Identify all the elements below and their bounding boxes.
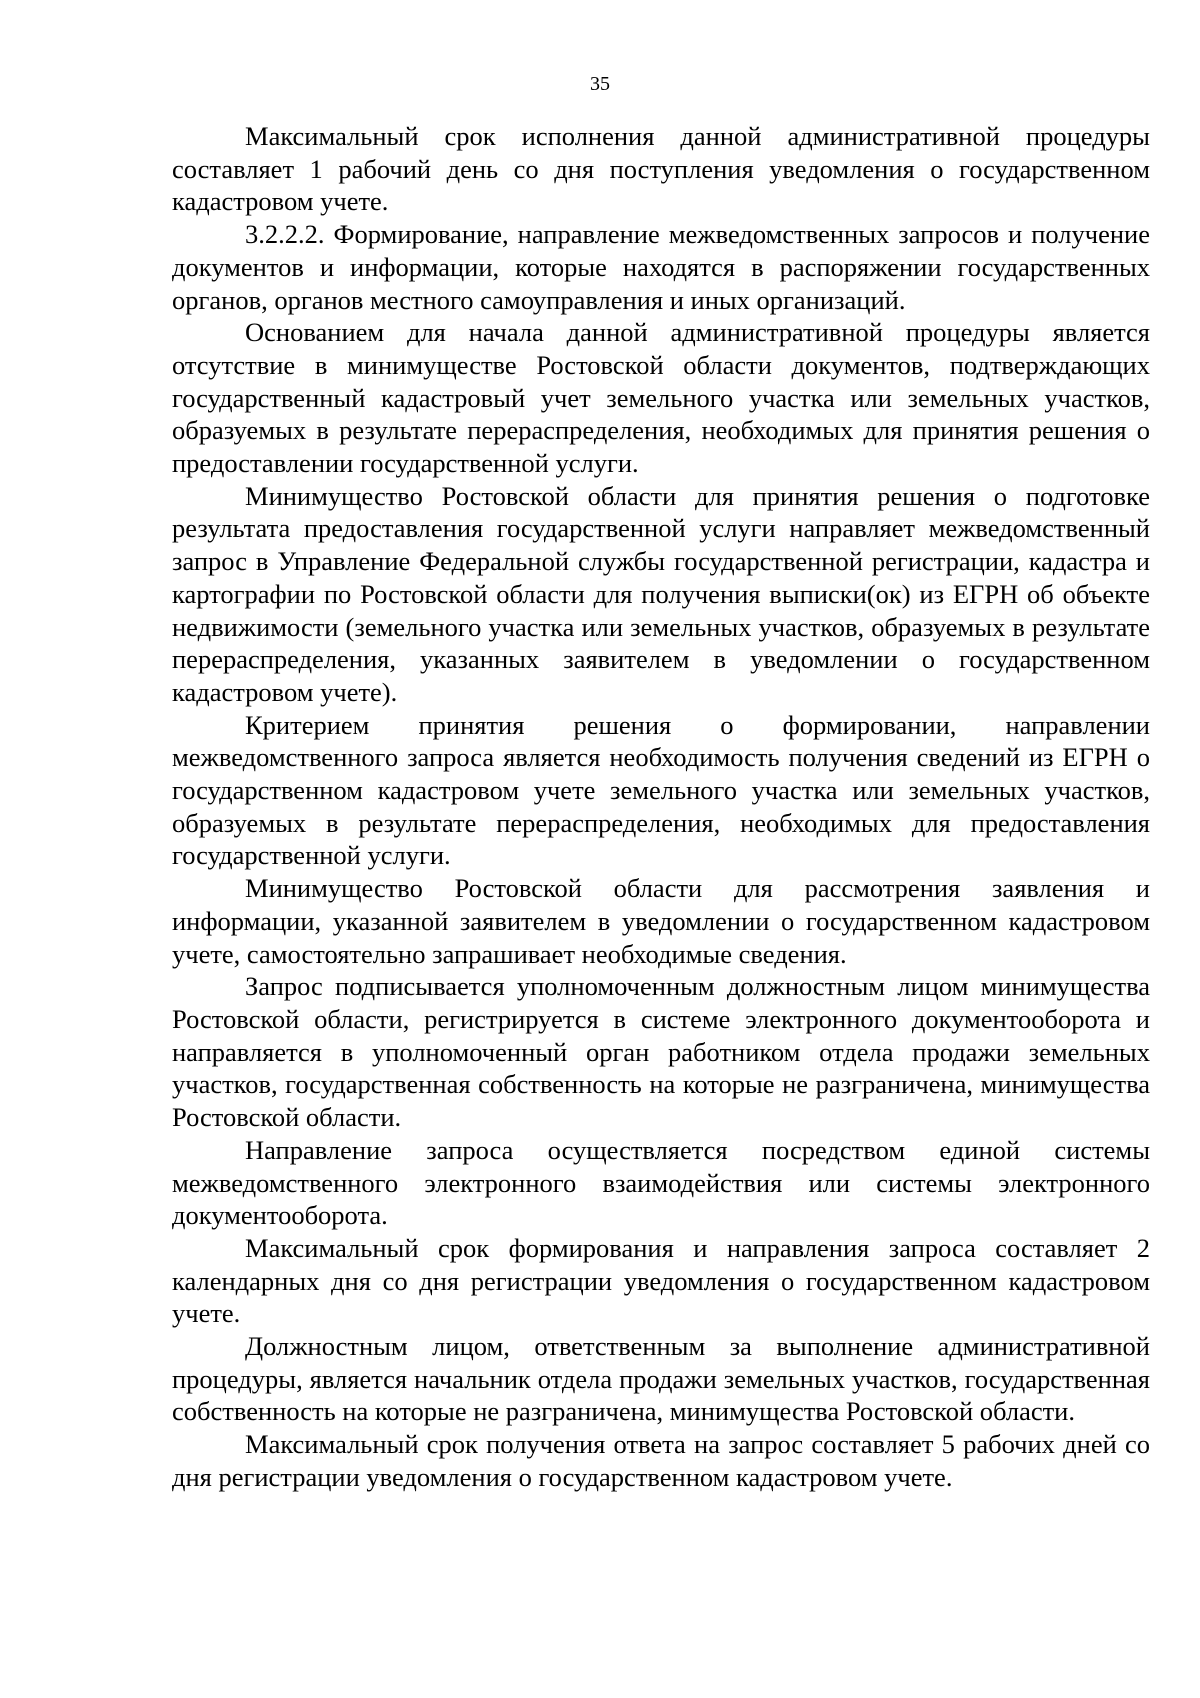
paragraph-request-delivery-channel: Направление запроса осуществляется посредством единой системы межведомственного электронного взаимодействия или системы электронного документооборота. bbox=[172, 1134, 1150, 1231]
paragraph-self-request-info: Минимущество Ростовской области для рассмотрения заявления и информации, указанной заявителем в уведомлении о государственном кадастровом учете, самостоятельно запрашивает необходимые сведения. bbox=[172, 873, 1150, 969]
paragraph-decision-criterion: Критерием принятия решения о формировании, направлении межведомственного запроса является необходимость получения сведений из ЕГРН о государственном кадастровом учете земельного участка или земельных участков, образуемых в результате перераспределения, необходимых для предоставления государственной услуги. bbox=[172, 709, 1150, 871]
paragraph-responsible-official: Должностным лицом, ответственным за выполнение административной процедуры, является начальник отдела продажи земельных участков, государственная собственность на которые не разграничена, минимущества Ростовской области. bbox=[172, 1331, 1150, 1427]
paragraph-interagency-request: Минимущество Ростовской области для принятия решения о подготовке результата предоставления государственной услуги направляет межведомственный запрос в Управление Федеральной службы государственной регистрации, кадастра и картографии по Ростовской области для получения выписки(ок) из ЕГРН об объекте недвижимости (земельного участка или земельных участков, образуемых в результате перераспределения, указанных заявителем в уведомлении о государственном кадастровом учете). bbox=[172, 480, 1150, 707]
paragraph-grounds-for-procedure: Основанием для начала данной административной процедуры является отсутствие в минимуществе Ростовской области документов, подтверждающих государственный кадастровый учет земельного участка или земельных участков, образуемых в результате перераспределения, необходимых для принятия решения о предоставлении государственной услуги. bbox=[172, 317, 1150, 479]
paragraph-max-term-1-day: Максимальный срок исполнения данной административной процедуры составляет 1 рабочий день со дня поступления уведомления о государственном кадастровом учете. bbox=[172, 121, 1150, 217]
paragraph-request-signing: Запрос подписывается уполномоченным должностным лицом минимущества Ростовской области, регистрируется в системе электронного документооборота и направляется в уполномоченный орган работником отдела продажи земельных участков, государственная собственность на которые не разграничена, минимущества Ростовской области. bbox=[172, 971, 1150, 1133]
paragraph-section-3-2-2-2-heading: 3.2.2.2. Формирование, направление межведомственных запросов и получение документов и информации, которые находятся в распоряжении государственных органов, органов местного самоуправления и иных организаций. bbox=[172, 219, 1150, 315]
page-number: 35 bbox=[590, 73, 610, 95]
document-body bbox=[172, 120, 1150, 1494]
paragraph-max-term-5-days: Максимальный срок получения ответа на запрос составляет 5 рабочих дней со дня регистрации уведомления о государственном кадастровом учете. bbox=[172, 1429, 1150, 1492]
paragraph-max-term-2-days: Максимальный срок формирования и направления запроса составляет 2 календарных дня со дня регистрации уведомления о государственном кадастровом учете. bbox=[172, 1232, 1150, 1329]
